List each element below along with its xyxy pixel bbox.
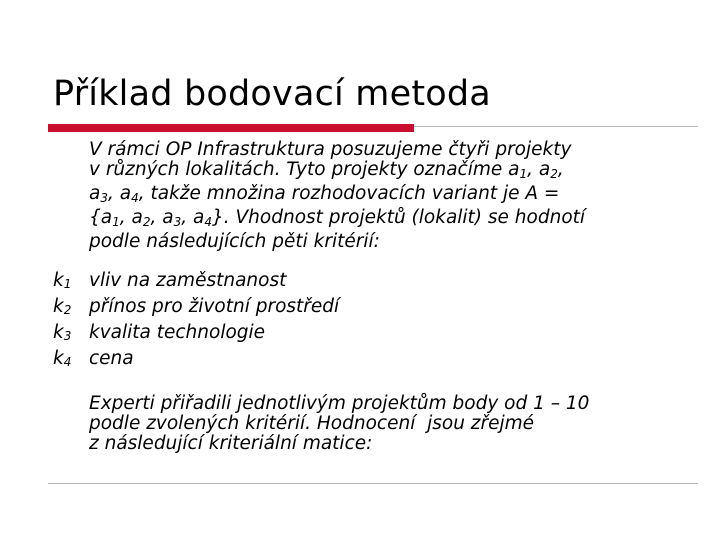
criteria-key-index: 4 — [63, 355, 72, 369]
criteria-key-index: 1 — [63, 277, 72, 291]
intro-line-3-text: , a — [107, 183, 132, 204]
closing-line-1: Experti přiřadili jednotlivým projektům body od 1 – 10 — [89, 393, 590, 414]
intro-line-2 — [89, 160, 673, 184]
subscript: 3 — [173, 215, 182, 229]
criteria-row — [53, 346, 673, 372]
criteria-row — [53, 320, 673, 346]
criteria-key — [53, 294, 89, 320]
criteria-key-letter: k — [53, 270, 64, 291]
closing-paragraph — [89, 394, 673, 454]
criteria-list — [53, 268, 673, 372]
intro-line-3-text: a — [89, 183, 101, 204]
intro-line-5: podle následujících pěti kritérií: — [89, 231, 380, 252]
criteria-label: kvalita technologie — [89, 322, 266, 343]
criteria-row — [53, 268, 673, 294]
subscript: 1 — [112, 215, 120, 229]
criteria-key — [53, 268, 89, 294]
intro-paragraph — [89, 140, 673, 252]
criteria-label: cena — [89, 348, 134, 369]
intro-line-4 — [89, 208, 673, 232]
subscript: 2 — [550, 167, 558, 181]
criteria-key-index: 2 — [63, 303, 72, 317]
subscript: 3 — [100, 191, 108, 205]
intro-line-2-text: , a — [527, 159, 551, 180]
intro-line-4-text: , a — [150, 207, 174, 228]
footer-divider — [48, 483, 698, 484]
slide-title: Příklad bodovací metoda — [53, 74, 491, 114]
intro-line-2-text: , — [557, 159, 564, 180]
criteria-label: přínos pro životní prostředí — [89, 296, 340, 317]
closing-line-2: podle zvolených kritérií. Hodnocení jsou zřejmé — [89, 413, 535, 434]
intro-line-1: V rámci OP Infrastruktura posuzujeme čtyři projekty — [89, 139, 572, 160]
title-accent-bar — [48, 124, 414, 132]
intro-line-4-text: , a — [181, 207, 205, 228]
subscript: 2 — [142, 215, 151, 229]
criteria-key-index: 3 — [63, 329, 72, 343]
subscript: 4 — [131, 191, 139, 205]
intro-line-2-text: v různých lokalitách. Tyto projekty označíme a — [89, 159, 520, 180]
intro-line-4-text: {a — [89, 207, 113, 228]
intro-line-3-text: , takže množina rozhodovacích variant je A = — [138, 183, 560, 204]
intro-line-3 — [89, 184, 673, 208]
criteria-key-letter: k — [53, 322, 64, 343]
criteria-label: vliv na zaměstnanost — [89, 270, 287, 291]
subscript: 4 — [204, 215, 212, 229]
intro-line-4-text: }. Vhodnost projektů (lokalit) se hodnotí — [212, 207, 586, 228]
criteria-row — [53, 294, 673, 320]
criteria-key-letter: k — [53, 296, 64, 317]
closing-line-3: z následující kriteriální matice: — [89, 433, 373, 454]
criteria-key — [53, 320, 89, 346]
criteria-key — [53, 346, 89, 372]
intro-line-4-text: , a — [119, 207, 143, 228]
slide-content — [53, 140, 673, 454]
subscript: 1 — [519, 167, 528, 181]
criteria-key-letter: k — [53, 348, 64, 369]
